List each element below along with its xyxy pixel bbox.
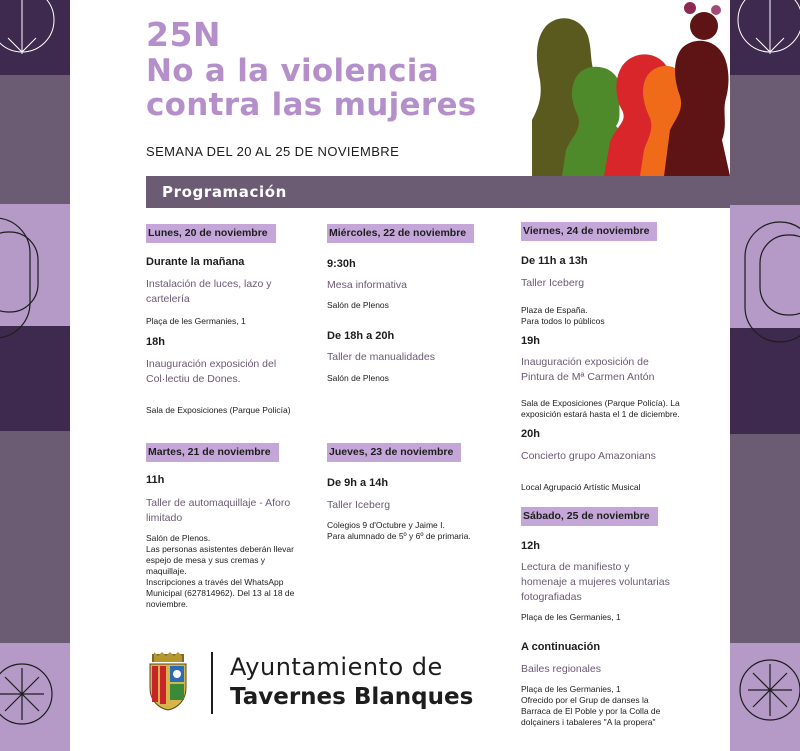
event-location: Sala de Exposiciones (Parque Policía)	[146, 405, 291, 415]
event-activity: Pintura de Mª Carmen Antón	[521, 371, 655, 383]
event-location: Colegios 9 d'Octubre y Jaime I.	[327, 520, 445, 530]
footer-line-1: Ayuntamiento de	[230, 653, 443, 681]
event-tag: 25N	[146, 15, 222, 54]
event-location: noviembre.	[146, 599, 189, 609]
event-location: Para todos lo públicos	[521, 316, 605, 326]
event-location: Plaça de les Germanies, 1	[146, 316, 246, 326]
event-time: 18h	[146, 336, 165, 348]
footer-divider	[211, 652, 213, 714]
event-location: dolçainers i tabaleres "A la propera"	[521, 717, 656, 727]
event-activity: Bailes regionales	[521, 663, 601, 675]
event-location: espejo de mesa y sus cremas y	[146, 555, 266, 565]
event-activity: Taller Iceberg	[327, 499, 391, 511]
column-2-thursday	[327, 443, 497, 541]
day-label-wednesday: Miércoles, 22 de noviembre	[327, 224, 474, 243]
event-time: 9:30h	[327, 258, 356, 270]
event-activity: homenaje a mujeres voluntarias	[521, 576, 670, 588]
event-location: Plaça de les Germanies, 1	[521, 612, 621, 622]
column-3-saturday	[521, 507, 721, 727]
event-time: 11h	[146, 474, 165, 486]
program-header-bar	[146, 176, 730, 208]
day-label-monday: Lunes, 20 de noviembre	[146, 224, 276, 243]
event-activity: cartelería	[146, 293, 190, 305]
day-label-thursday: Jueves, 23 de noviembre	[327, 443, 461, 462]
event-activity: Inauguración exposición de	[521, 356, 649, 368]
right-line-art	[730, 0, 800, 751]
event-activity: Taller Iceberg	[521, 277, 585, 289]
event-location: Sala de Exposiciones (Parque Policía). La	[521, 398, 680, 408]
event-location: Para alumnado de 5º y 6º de primaria.	[327, 531, 471, 541]
header	[146, 16, 477, 122]
event-activity: Taller de automaquillaje - Aforo	[146, 497, 291, 509]
column-2	[327, 224, 497, 383]
day-label-saturday: Sábado, 25 de noviembre	[521, 507, 658, 526]
event-time: 20h	[521, 428, 540, 440]
event-time: De 18h a 20h	[327, 330, 395, 342]
event-activity: limitado	[146, 512, 183, 524]
title-line-1: No a la violencia	[146, 53, 439, 89]
left-decoration	[0, 0, 70, 751]
event-location: maquillaje.	[146, 566, 187, 576]
column-3	[521, 222, 721, 492]
column-1-tuesday	[146, 443, 306, 609]
women-silhouettes-illustration	[532, 0, 730, 176]
event-activity: Taller de manualidades	[327, 351, 435, 363]
event-time: De 9h a 14h	[327, 477, 389, 489]
event-activity: Inauguración exposición del	[146, 358, 277, 370]
event-location: Salón de Plenos.	[146, 533, 211, 543]
event-time: 19h	[521, 335, 540, 347]
column-1	[146, 224, 306, 415]
event-location: Barraca de El Poble y por la Colla de	[521, 706, 661, 716]
event-time: De 11h a 13h	[521, 255, 588, 267]
event-activity: Concierto grupo Amazonians	[521, 450, 656, 462]
event-activity: Lectura de manifiesto y	[521, 561, 630, 573]
day-label-tuesday: Martes, 21 de noviembre	[146, 443, 279, 462]
event-location: exposición estará hasta el 1 de diciembre.	[521, 409, 680, 419]
event-location: Salón de Plenos	[327, 300, 389, 310]
event-time: 12h	[521, 540, 540, 552]
subtitle: SEMANA DEL 20 AL 25 DE NOVIEMBRE	[146, 144, 400, 159]
day-label-friday: Viernes, 24 de noviembre	[521, 222, 657, 241]
title-line-2: contra las mujeres	[146, 87, 477, 123]
event-activity: Instalación de luces, lazo y	[146, 278, 272, 290]
left-line-art	[0, 0, 70, 751]
event-location: Municipal (627814962). Del 13 al 18 de	[146, 588, 295, 598]
event-location: Plaza de España.	[521, 305, 588, 315]
event-location: Plaça de les Germanies, 1	[521, 684, 621, 694]
event-location: Inscripciones a través del WhatsApp	[146, 577, 284, 587]
event-time: A continuación	[521, 641, 601, 653]
program-heading: Programación	[162, 183, 287, 201]
right-decoration	[730, 0, 800, 751]
event-location: Ofrecido por el Grup de danses la	[521, 695, 649, 705]
footer-line-2: Tavernes Blanques	[230, 684, 474, 710]
event-activity: Mesa informativa	[327, 279, 407, 291]
event-activity: Col·lectiu de Dones.	[146, 373, 241, 385]
event-activity: fotografiadas	[521, 591, 582, 603]
event-time: Durante la mañana	[146, 256, 245, 268]
event-location: Local Agrupació Artístic Musical	[521, 482, 641, 492]
event-location: Las personas asistentes deberán llevar	[146, 544, 294, 554]
event-location: Salón de Plenos	[327, 373, 389, 383]
town-coat-of-arms-icon	[146, 652, 190, 712]
